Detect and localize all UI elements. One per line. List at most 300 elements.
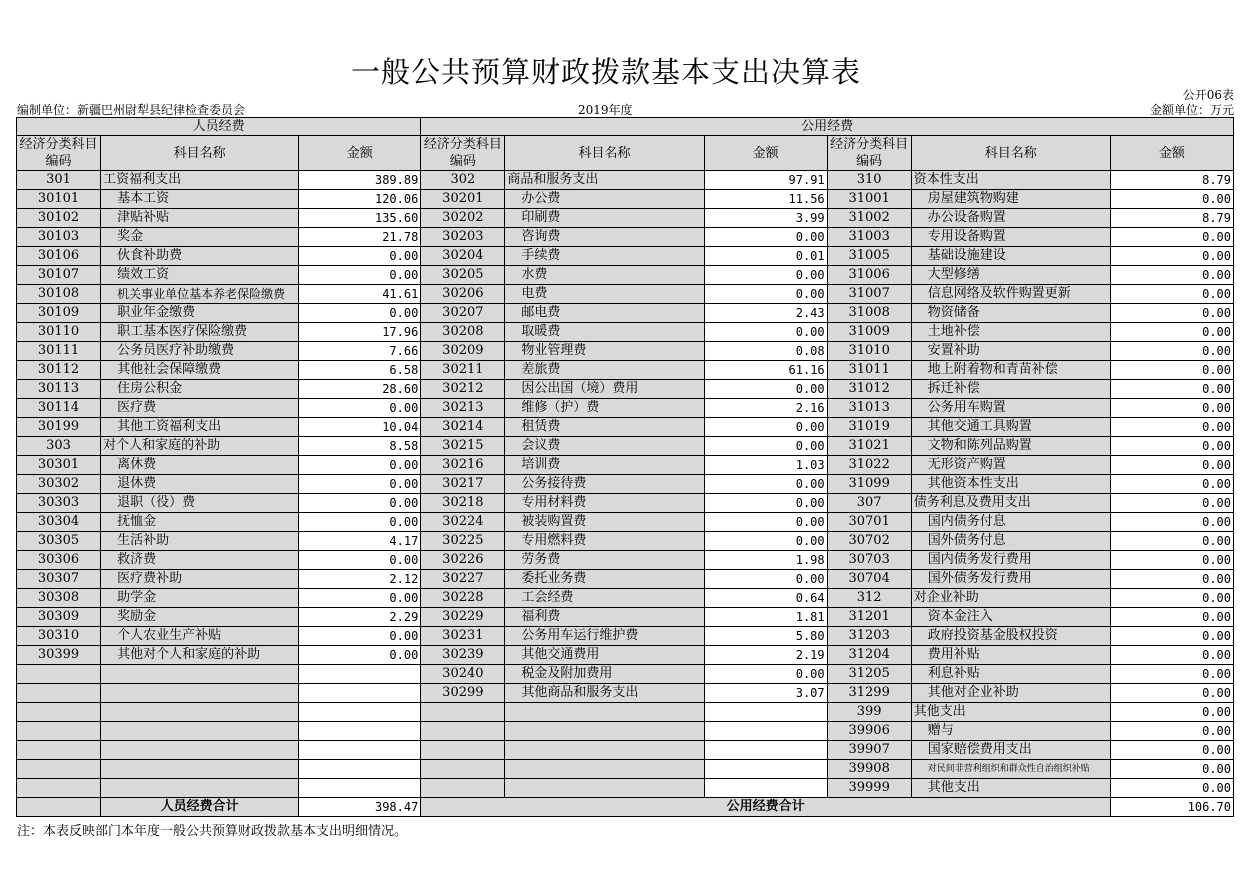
cell-name: 国内债务付息	[911, 513, 1110, 532]
cell-name: 其他商品和服务支出	[505, 684, 704, 703]
cell-amount: 0.00	[299, 456, 421, 475]
cell-code: 30226	[421, 551, 505, 570]
cell-name: 其他资本性支出	[911, 475, 1110, 494]
cell-amount: 3.07	[704, 684, 827, 703]
cell-amount: 0.00	[299, 646, 421, 665]
page-title: 一般公共预算财政拨款基本支出决算表	[350, 55, 861, 89]
table-row	[17, 209, 1234, 228]
empty-cell	[101, 722, 299, 741]
table-row	[17, 190, 1234, 209]
cell-code: 30239	[421, 646, 505, 665]
cell-amount: 61.16	[704, 361, 827, 380]
cell-code: 30199	[17, 418, 101, 437]
cell-amount: 0.00	[1110, 247, 1233, 266]
cell-name: 离休费	[101, 456, 299, 475]
col-header-code: 经济分类科目编码	[421, 136, 505, 171]
cell-name: 奖励金	[101, 608, 299, 627]
cell-code: 30214	[421, 418, 505, 437]
cell-name: 公务员医疗补助缴费	[101, 342, 299, 361]
cell-amount: 8.58	[299, 437, 421, 456]
table-row	[17, 779, 1234, 798]
cell-name: 商品和服务支出	[505, 171, 704, 190]
cell-name: 公务接待费	[505, 475, 704, 494]
table-row	[17, 380, 1234, 399]
cell-amount: 11.56	[704, 190, 827, 209]
table-row	[17, 418, 1234, 437]
cell-code: 30208	[421, 323, 505, 342]
cell-amount: 0.00	[1110, 760, 1233, 779]
empty-cell	[505, 741, 704, 760]
cell-name: 救济费	[101, 551, 299, 570]
cell-amount: 0.00	[1110, 722, 1233, 741]
cell-name: 对企业补助	[911, 589, 1110, 608]
cell-name: 资本性支出	[911, 171, 1110, 190]
cell-name: 取暖费	[505, 323, 704, 342]
cell-amount: 0.00	[1110, 475, 1233, 494]
cell-name: 工会经费	[505, 589, 704, 608]
cell-name: 水费	[505, 266, 704, 285]
cell-amount: 5.80	[704, 627, 827, 646]
col-header-name: 科目名称	[505, 136, 704, 171]
cell-name: 租赁费	[505, 418, 704, 437]
table-row	[17, 247, 1234, 266]
cell-code: 30303	[17, 494, 101, 513]
cell-amount: 0.00	[1110, 589, 1233, 608]
cell-amount: 0.00	[704, 437, 827, 456]
cell-amount: 0.00	[704, 285, 827, 304]
cell-code: 30307	[17, 570, 101, 589]
cell-name: 生活补助	[101, 532, 299, 551]
table-row	[17, 760, 1234, 779]
cell-name: 物资储备	[911, 304, 1110, 323]
cell-name: 基础设施建设	[911, 247, 1110, 266]
cell-amount: 0.00	[1110, 228, 1233, 247]
cell-code: 30213	[421, 399, 505, 418]
cell-code: 30304	[17, 513, 101, 532]
cell-name: 培训费	[505, 456, 704, 475]
cell-name: 其他对企业补助	[911, 684, 1110, 703]
cell-name: 房屋建筑物购建	[911, 190, 1110, 209]
cell-name: 机关事业单位基本养老保险缴费	[101, 285, 299, 304]
cell-code: 30224	[421, 513, 505, 532]
money-unit: 金额单位：万元	[1149, 103, 1234, 117]
cell-name: 专用材料费	[505, 494, 704, 513]
cell-amount: 0.00	[299, 399, 421, 418]
cell-amount: 0.00	[704, 475, 827, 494]
col-header-name: 科目名称	[101, 136, 299, 171]
cell-amount: 0.00	[704, 418, 827, 437]
empty-cell	[101, 665, 299, 684]
table-row	[17, 665, 1234, 684]
cell-amount: 1.98	[704, 551, 827, 570]
cell-name: 基本工资	[101, 190, 299, 209]
cell-amount: 0.00	[1110, 494, 1233, 513]
cell-name: 资本金注入	[911, 608, 1110, 627]
table-row	[17, 171, 1234, 190]
cell-code: 30299	[421, 684, 505, 703]
table-row	[17, 589, 1234, 608]
cell-amount: 0.00	[704, 266, 827, 285]
cell-amount: 28.60	[299, 380, 421, 399]
cell-name: 公务用车购置	[911, 399, 1110, 418]
cell-code: 30108	[17, 285, 101, 304]
cell-amount: 8.79	[1110, 209, 1233, 228]
table-row	[17, 627, 1234, 646]
cell-name: 赠与	[911, 722, 1110, 741]
cell-code: 30702	[827, 532, 911, 551]
cell-amount: 0.00	[1110, 285, 1233, 304]
cell-code: 30227	[421, 570, 505, 589]
empty-cell	[299, 741, 421, 760]
empty-cell	[17, 684, 101, 703]
form-code: 公开06表	[1182, 88, 1234, 102]
cell-code: 30111	[17, 342, 101, 361]
empty-cell	[17, 741, 101, 760]
fiscal-year: 2019年度	[578, 103, 633, 117]
cell-name: 地上附着物和青苗补偿	[911, 361, 1110, 380]
cell-amount: 2.29	[299, 608, 421, 627]
table-row	[17, 494, 1234, 513]
cell-code: 39906	[827, 722, 911, 741]
cell-name: 其他对个人和家庭的补助	[101, 646, 299, 665]
empty-cell	[704, 779, 827, 798]
cell-name: 土地补偿	[911, 323, 1110, 342]
col-header-amount: 金额	[1110, 136, 1233, 171]
cell-name: 绩效工资	[101, 266, 299, 285]
cell-name: 奖金	[101, 228, 299, 247]
cell-amount: 41.61	[299, 285, 421, 304]
cell-amount: 0.00	[1110, 323, 1233, 342]
cell-code: 31021	[827, 437, 911, 456]
cell-amount: 0.00	[1110, 608, 1233, 627]
cell-amount: 0.00	[704, 380, 827, 399]
cell-name: 其他社会保障缴费	[101, 361, 299, 380]
empty-cell	[101, 779, 299, 798]
cell-code: 31203	[827, 627, 911, 646]
empty-cell	[299, 703, 421, 722]
cell-amount: 0.00	[1110, 190, 1233, 209]
cell-name: 国家赔偿费用支出	[911, 741, 1110, 760]
cell-code: 31019	[827, 418, 911, 437]
empty-cell	[421, 760, 505, 779]
table-row	[17, 608, 1234, 627]
cell-name: 无形资产购置	[911, 456, 1110, 475]
table-row	[17, 570, 1234, 589]
cell-code: 30308	[17, 589, 101, 608]
cell-code: 30218	[421, 494, 505, 513]
cell-code: 39999	[827, 779, 911, 798]
cell-amount: 0.00	[1110, 513, 1233, 532]
empty-cell	[505, 703, 704, 722]
cell-amount: 0.00	[1110, 532, 1233, 551]
cell-amount: 0.00	[299, 551, 421, 570]
empty-cell	[17, 760, 101, 779]
empty-cell	[421, 779, 505, 798]
cell-code: 31012	[827, 380, 911, 399]
cell-code: 31011	[827, 361, 911, 380]
empty-cell	[17, 665, 101, 684]
table-row	[17, 532, 1234, 551]
cell-code: 30228	[421, 589, 505, 608]
cell-code: 31008	[827, 304, 911, 323]
cell-code: 303	[17, 437, 101, 456]
cell-amount: 97.91	[704, 171, 827, 190]
cell-amount: 0.00	[299, 266, 421, 285]
cell-amount: 2.19	[704, 646, 827, 665]
table-row	[17, 399, 1234, 418]
cell-code: 312	[827, 589, 911, 608]
cell-amount: 8.79	[1110, 171, 1233, 190]
cell-name: 利息补贴	[911, 665, 1110, 684]
cell-amount: 21.78	[299, 228, 421, 247]
cell-amount: 0.00	[1110, 741, 1233, 760]
cell-name: 其他支出	[911, 703, 1110, 722]
empty-cell	[704, 703, 827, 722]
cell-name: 差旅费	[505, 361, 704, 380]
cell-code: 30215	[421, 437, 505, 456]
table-row	[17, 722, 1234, 741]
cell-name: 物业管理费	[505, 342, 704, 361]
cell-name: 其他交通费用	[505, 646, 704, 665]
cell-amount: 120.06	[299, 190, 421, 209]
col-header-amount: 金额	[299, 136, 421, 171]
cell-amount: 2.12	[299, 570, 421, 589]
cell-name: 对民间非营利组织和群众性自治组织补贴	[911, 760, 1110, 779]
cell-name: 津贴补贴	[101, 209, 299, 228]
cell-name: 其他工资福利支出	[101, 418, 299, 437]
empty-cell	[421, 741, 505, 760]
table-row	[17, 513, 1234, 532]
cell-amount: 2.43	[704, 304, 827, 323]
cell-code: 30703	[827, 551, 911, 570]
col-header-code: 经济分类科目编码	[827, 136, 911, 171]
cell-code: 30101	[17, 190, 101, 209]
cell-name: 工资福利支出	[101, 171, 299, 190]
col-header-code: 经济分类科目编码	[17, 136, 101, 171]
cell-amount: 4.17	[299, 532, 421, 551]
cell-amount: 0.00	[704, 532, 827, 551]
table-row	[17, 228, 1234, 247]
cell-name: 安置补助	[911, 342, 1110, 361]
table-row	[17, 437, 1234, 456]
cell-name: 税金及附加费用	[505, 665, 704, 684]
cell-name: 费用补贴	[911, 646, 1110, 665]
cell-amount: 0.00	[299, 494, 421, 513]
cell-code: 30240	[421, 665, 505, 684]
empty-cell	[17, 703, 101, 722]
cell-amount: 0.00	[1110, 399, 1233, 418]
cell-amount: 17.96	[299, 323, 421, 342]
cell-name: 福利费	[505, 608, 704, 627]
cell-name: 会议费	[505, 437, 704, 456]
cell-code: 30229	[421, 608, 505, 627]
cell-code: 310	[827, 171, 911, 190]
cell-amount: 0.64	[704, 589, 827, 608]
cell-amount: 0.00	[1110, 627, 1233, 646]
cell-code: 30399	[17, 646, 101, 665]
cell-code: 30112	[17, 361, 101, 380]
cell-amount: 135.60	[299, 209, 421, 228]
empty-cell	[101, 760, 299, 779]
footnote: 注：本表反映部门本年度一般公共预算财政拨款基本支出明细情况。	[17, 824, 408, 839]
table-row	[17, 684, 1234, 703]
cell-code: 31205	[827, 665, 911, 684]
empty-cell	[421, 703, 505, 722]
table-row	[17, 741, 1234, 760]
table-row	[17, 266, 1234, 285]
table-row	[17, 703, 1234, 722]
cell-amount: 6.58	[299, 361, 421, 380]
col-header-name: 科目名称	[911, 136, 1110, 171]
cell-name: 其他交通工具购置	[911, 418, 1110, 437]
cell-amount: 0.01	[704, 247, 827, 266]
cell-amount: 0.00	[1110, 437, 1233, 456]
cell-code: 30225	[421, 532, 505, 551]
cell-amount: 0.00	[704, 513, 827, 532]
cell-amount: 0.00	[299, 304, 421, 323]
table-row	[17, 551, 1234, 570]
empty-cell	[704, 760, 827, 779]
cell-code: 31003	[827, 228, 911, 247]
cell-code: 30113	[17, 380, 101, 399]
cell-code: 31099	[827, 475, 911, 494]
cell-amount: 0.00	[1110, 266, 1233, 285]
cell-amount: 7.66	[299, 342, 421, 361]
public-total-label: 公用经费合计	[421, 798, 1111, 817]
cell-amount: 0.00	[704, 570, 827, 589]
empty-cell	[17, 722, 101, 741]
cell-code: 31201	[827, 608, 911, 627]
empty-cell	[505, 722, 704, 741]
cell-code: 30231	[421, 627, 505, 646]
table-row	[17, 285, 1234, 304]
cell-name: 文物和陈列品购置	[911, 437, 1110, 456]
cell-code: 30302	[17, 475, 101, 494]
cell-name: 医疗费	[101, 399, 299, 418]
cell-name: 手续费	[505, 247, 704, 266]
cell-code: 30203	[421, 228, 505, 247]
cell-name: 邮电费	[505, 304, 704, 323]
personnel-total-amount: 398.47	[299, 798, 421, 817]
group-header-personnel: 人员经费	[17, 118, 421, 136]
cell-name: 医疗费补助	[101, 570, 299, 589]
empty-cell	[299, 760, 421, 779]
cell-name: 债务利息及费用支出	[911, 494, 1110, 513]
table-row	[17, 646, 1234, 665]
empty-cell	[505, 760, 704, 779]
cell-code: 30704	[827, 570, 911, 589]
cell-amount: 1.81	[704, 608, 827, 627]
cell-code: 30206	[421, 285, 505, 304]
cell-code: 30202	[421, 209, 505, 228]
empty-cell	[421, 722, 505, 741]
empty-cell	[299, 665, 421, 684]
empty-cell	[299, 779, 421, 798]
cell-code: 30107	[17, 266, 101, 285]
cell-code: 31022	[827, 456, 911, 475]
cell-code: 30211	[421, 361, 505, 380]
cell-code: 31299	[827, 684, 911, 703]
cell-amount: 0.00	[1110, 342, 1233, 361]
reporting-unit: 编制单位：新疆巴州尉犁县纪律检查委员会	[17, 103, 246, 117]
cell-name: 退职（役）费	[101, 494, 299, 513]
cell-amount: 0.00	[1110, 418, 1233, 437]
empty-cell	[101, 741, 299, 760]
cell-amount: 0.08	[704, 342, 827, 361]
cell-code: 30217	[421, 475, 505, 494]
cell-code: 307	[827, 494, 911, 513]
cell-code: 301	[17, 171, 101, 190]
cell-amount: 0.00	[1110, 684, 1233, 703]
cell-name: 维修（护）费	[505, 399, 704, 418]
cell-name: 助学金	[101, 589, 299, 608]
cell-code: 31002	[827, 209, 911, 228]
cell-name: 退休费	[101, 475, 299, 494]
cell-name: 国内债务发行费用	[911, 551, 1110, 570]
cell-amount: 0.00	[1110, 570, 1233, 589]
cell-amount: 0.00	[1110, 665, 1233, 684]
cell-amount: 0.00	[704, 228, 827, 247]
cell-amount: 2.16	[704, 399, 827, 418]
cell-amount: 0.00	[299, 627, 421, 646]
cell-code: 30212	[421, 380, 505, 399]
cell-code: 31001	[827, 190, 911, 209]
group-header-public: 公用经费	[421, 118, 1234, 136]
empty-cell	[299, 722, 421, 741]
empty-cell	[704, 741, 827, 760]
cell-amount: 0.00	[1110, 646, 1233, 665]
table-row	[17, 342, 1234, 361]
cell-code: 31204	[827, 646, 911, 665]
empty-cell	[101, 684, 299, 703]
empty-cell	[17, 779, 101, 798]
cell-name: 专用燃料费	[505, 532, 704, 551]
cell-amount: 3.99	[704, 209, 827, 228]
cell-amount: 0.00	[1110, 456, 1233, 475]
cell-name: 印刷费	[505, 209, 704, 228]
cell-name: 政府投资基金股权投资	[911, 627, 1110, 646]
cell-name: 个人农业生产补贴	[101, 627, 299, 646]
cell-amount: 0.00	[1110, 551, 1233, 570]
empty-cell	[704, 722, 827, 741]
cell-code: 31006	[827, 266, 911, 285]
cell-name: 对个人和家庭的补助	[101, 437, 299, 456]
cell-name: 电费	[505, 285, 704, 304]
table-row	[17, 323, 1234, 342]
empty-cell	[101, 703, 299, 722]
cell-code: 30306	[17, 551, 101, 570]
cell-code: 31007	[827, 285, 911, 304]
table-body	[17, 171, 1234, 798]
cell-code: 30114	[17, 399, 101, 418]
cell-name: 大型修缮	[911, 266, 1110, 285]
cell-amount: 0.00	[1110, 304, 1233, 323]
cell-amount: 10.04	[299, 418, 421, 437]
cell-name: 职业年金缴费	[101, 304, 299, 323]
cell-code: 30305	[17, 532, 101, 551]
cell-name: 信息网络及软件购置更新	[911, 285, 1110, 304]
table-row	[17, 361, 1234, 380]
cell-amount: 0.00	[299, 247, 421, 266]
expenditure-table	[16, 117, 1234, 817]
cell-name: 国外债务发行费用	[911, 570, 1110, 589]
personnel-total-label: 人员经费合计	[101, 798, 299, 817]
table-row	[17, 475, 1234, 494]
public-total-amount: 106.70	[1110, 798, 1233, 817]
cell-amount: 0.00	[299, 475, 421, 494]
cell-amount: 0.00	[1110, 380, 1233, 399]
cell-name: 专用设备购置	[911, 228, 1110, 247]
